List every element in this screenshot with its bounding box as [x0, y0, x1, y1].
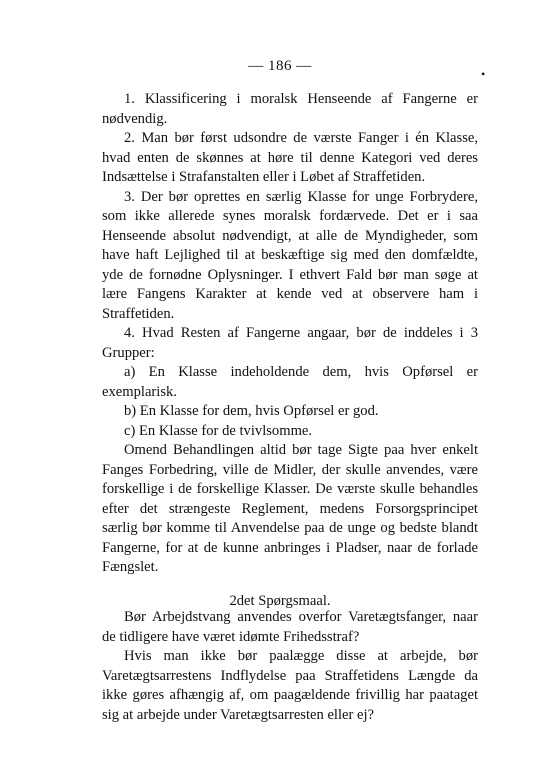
paragraph-1: 1. Klassificering i moralsk Henseende af Fangerne er nødvendig. [102, 91, 478, 127]
paragraph-4: 4. Hvad Resten af Fangerne angaar, bør de inddeles i 3 Grupper: [102, 325, 478, 361]
resolutions-text [102, 90, 478, 578]
paragraph-summary: Omend Behandlingen altid bør tage Sigte paa hver enkelt Fanges Forbedring, ville de Midler, der skulle anvendes, være forskellige i de forskellige Klasser. De værste skulle behandles efter det strængeste Reglement, medens Forsorgsprincipet særlig bør komme til Anvendelse paa de unge og bedste blandt Fangerne, for at de kunne anbringes i Pladser, naar de forlade Fængslet. [102, 442, 478, 575]
paragraph-4a: a) En Klasse indeholdende dem, hvis Opførsel er exemplarisk. [102, 364, 478, 400]
question-text [102, 608, 478, 725]
paragraph-2: 2. Man bør først udsondre de værste Fanger i én Klasse, hvad enten de skønnes at høre til denne Kategori ved deres Indsættelse i Strafanstalten eller i Løbet af Straffetiden. [102, 130, 478, 185]
paragraph-4b: b) En Klasse for dem, hvis Opførsel er god. [124, 403, 379, 419]
page-number: — 186 — [248, 58, 312, 74]
question-paragraph-2: Hvis man ikke bør paalægge disse at arbejde, bør Varetægtsarrestens Indflydelse paa Straffetidens Længde da ikke gøres afhængig af, om paagældende frivillig har paataget sig at arbejde under Varetægtsarresten eller ej? [102, 648, 478, 723]
paragraph-4c: c) En Klasse for de tvivlsomme. [124, 422, 313, 439]
question-paragraph-1: Bør Arbejdstvang anvendes overfor Varetægtsfanger, naar de tidligere have været idømte Frihedsstraf? [102, 609, 478, 645]
paragraph-3: 3. Der bør oprettes en særlig Klasse for unge Forbrydere, som ikke allerede synes moralsk fordærvede. Det er i saa Henseende absolut nødvendigt, at alle de Myndigheder, som have haft Lejlighed til at beskæftige sig med den domfældte, yde de fornødne Oplysninger. I ethvert Fald bør man søge at lære Fangens Karakter at kende ved at observere ham i Straffetiden. [102, 188, 478, 322]
section-heading: 2det Spørgsmaal. [229, 593, 331, 609]
corner-mark: • [481, 67, 486, 81]
